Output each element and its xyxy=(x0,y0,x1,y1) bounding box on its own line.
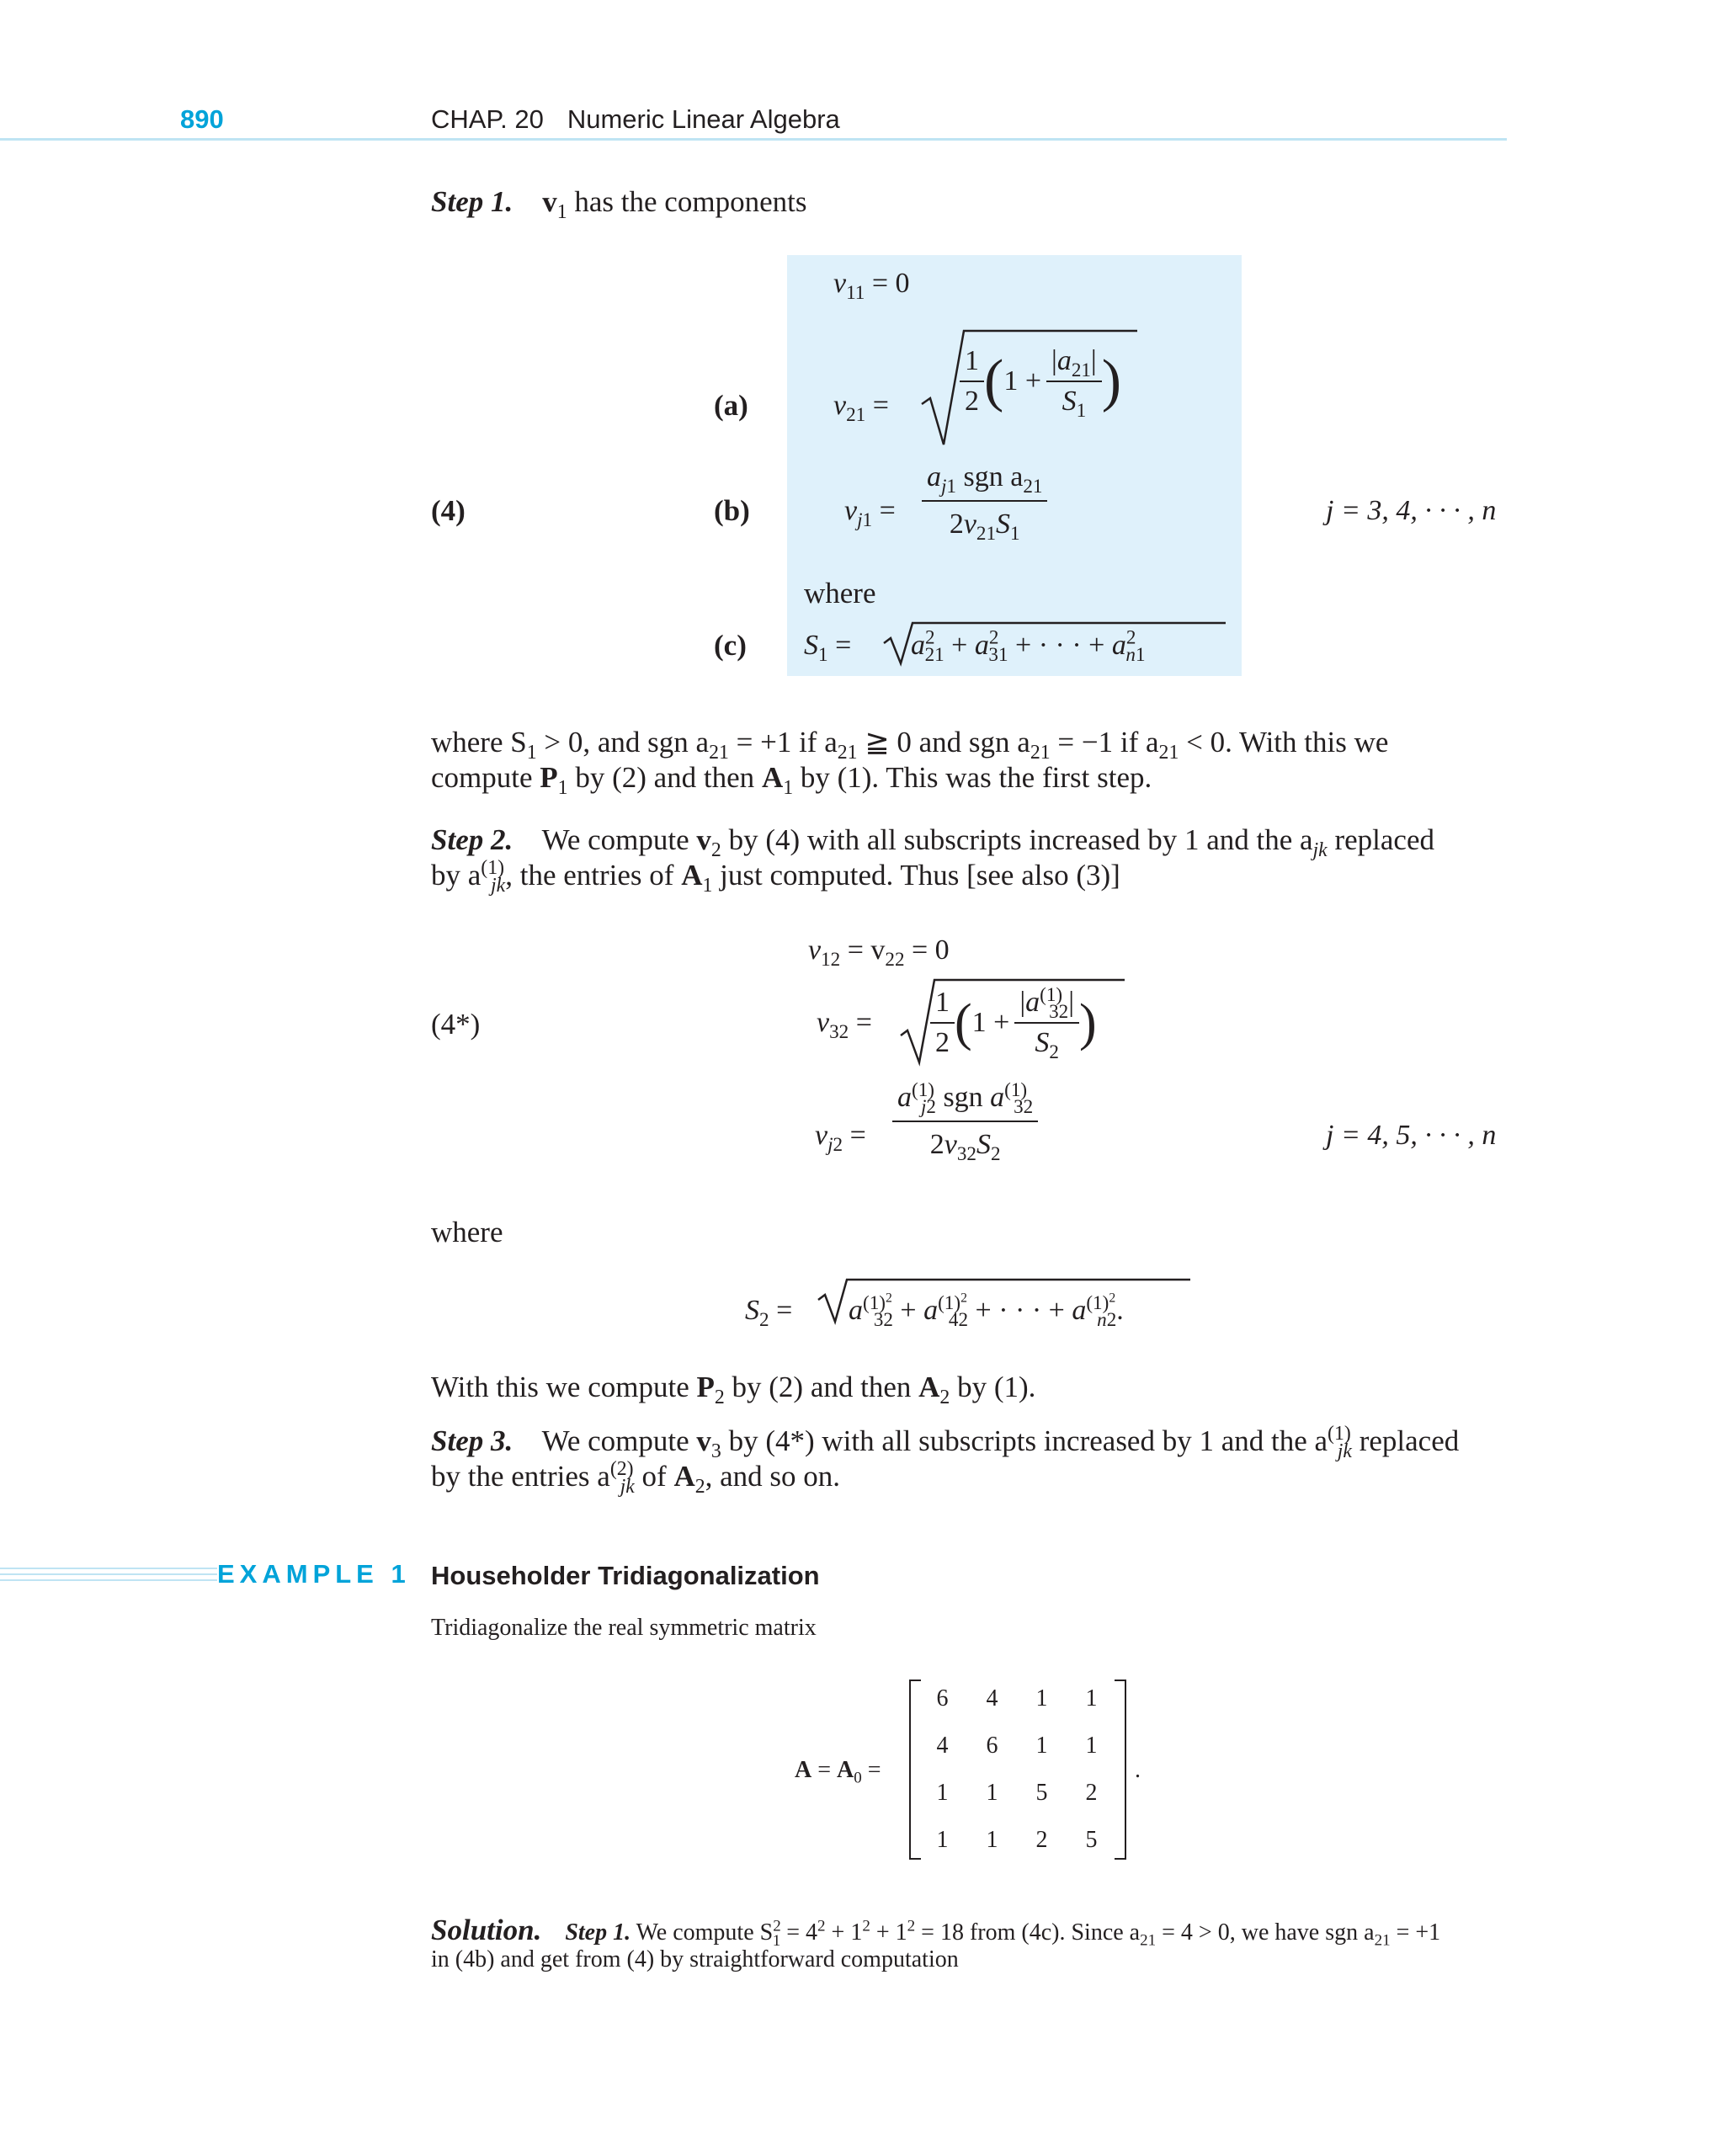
step1-paragraph xyxy=(431,184,806,221)
matrix-cell: 6 xyxy=(936,1685,949,1711)
matrix-grid xyxy=(918,1684,1116,1872)
running-head xyxy=(431,104,840,135)
solution-line2: in (4b) and get from (4) by straightforward computation xyxy=(431,1946,959,1972)
equation-v21: $v_{21}$ = xyxy=(833,390,889,426)
page-number: 890 xyxy=(180,104,224,134)
example-intro: Tridiagonalize the real symmetric matrix xyxy=(431,1615,817,1641)
equation-s1: $S_1$ = xyxy=(804,630,852,666)
solution-line1: Solution. Step 1. We compute $S^2_1 = 4^2 + 1^2 + 1^2 = 18$ from (4c). Since $a_{21} = 4 > 0$, we have sgn $a_{21} = +1$ xyxy=(431,1914,1441,1950)
matrix-bracket-right xyxy=(1115,1680,1126,1860)
matrix-cell: 1 xyxy=(986,1827,998,1853)
step3-line2: by the entries $a^{(2)}_{jk}$ of $A_2$, and so on. xyxy=(431,1458,841,1498)
part-b-label: (b) xyxy=(714,494,750,527)
paragraph-where-s1: where $S_1 > 0$, and sgn $a_{21} = +1$ if $a_{21}$ ≧ 0 and sgn $a_{21} = -1$ if $a_{21} < 0$. With this we xyxy=(431,726,1389,764)
step2-line2: by $a^{(1)}_{jk}$, the entries of $A_1$ just computed. Thus [see also (3)] xyxy=(431,857,1120,897)
matrix-end-period: . xyxy=(1135,1757,1141,1783)
step1-text: has the components xyxy=(567,185,807,218)
chapter-title: Numeric Linear Algebra xyxy=(567,104,840,134)
equation-vj1: $v_{j1}$ = xyxy=(844,495,896,531)
sqrt-content-a: $\frac{1}{2}$ ( 1 + $\frac{|a_{21}|}{S_1}$ ) xyxy=(960,345,1121,418)
paragraph-compute-p2: With this we compute $P_2$ by (2) and then $A_2$ by (1). xyxy=(431,1371,1036,1408)
matrix-cell: 1 xyxy=(1035,1685,1048,1711)
matrix-cell: 2 xyxy=(1085,1780,1098,1806)
fraction-half-2: $\frac{1}{2}$ xyxy=(930,987,955,1059)
one-plus: 1 + xyxy=(1003,365,1041,397)
sqrt-content-4star: $\frac{1}{2}$ ( 1 + $\frac{|a^{(1)}_{32}|}{S_2}$ ) xyxy=(930,987,1097,1059)
equation-v12: $v_{12} = v_{22} = 0$ xyxy=(808,934,950,971)
range-j-4: j = 4, 5, · · · , n xyxy=(1326,1120,1497,1151)
example-title: Householder Tridiagonalization xyxy=(431,1561,820,1590)
header-rule xyxy=(0,138,1507,141)
equation-s2: $S_2$ = xyxy=(745,1295,793,1331)
where-label-1: where xyxy=(804,577,876,610)
sqrt-content-s2: $a^{(1)^2}_{32} + a^{(1)^2}_{42}$ + · · · + $a^{(1)^2}_{n2}$. xyxy=(849,1290,1124,1331)
vector-v: v xyxy=(542,185,557,218)
matrix-cell: 5 xyxy=(1035,1780,1048,1806)
range-j-3: j = 3, 4, · · · , n xyxy=(1326,495,1497,526)
matrix-cell: 6 xyxy=(986,1733,998,1759)
step3-line1: Step 3. We compute $v_3$ by (4*) with all subscripts increased by 1 and the $a^{(1)}_{jk}$ replaced xyxy=(431,1423,1460,1462)
fraction-a32-s2: $\frac{|a^{(1)}_{32}|}{S_2}$ xyxy=(1014,987,1079,1059)
part-a-label: (a) xyxy=(714,389,748,422)
paragraph-compute-p1: compute $P_1$ by (2) and then $A_1$ by (1). This was the first step. xyxy=(431,761,1152,799)
step2-line1: Step 2. We compute $v_2$ by (4) with all subscripts increased by 1 and the $a_{jk}$ replaced xyxy=(431,823,1435,861)
part-c-label: (c) xyxy=(714,629,747,662)
matrix-cell: 1 xyxy=(936,1780,949,1806)
fraction-vj1: $\frac{a_{j1} sgn a_{21}}{2v_{21}S_1}$ xyxy=(922,461,1047,540)
fraction-half: $\frac{1}{2}$ xyxy=(960,345,984,418)
example-label: EXAMPLE 1 xyxy=(217,1559,416,1589)
sqrt-content-c: $a^2_{21} + a^2_{31}$ + · · · + $a^2_{n1}$ xyxy=(911,626,1146,666)
equation-v11: $v_{11} = 0$ xyxy=(833,268,910,304)
matrix-cell: 1 xyxy=(986,1780,998,1806)
matrix-cell: 2 xyxy=(1035,1827,1048,1853)
where-label-2: where xyxy=(431,1216,503,1248)
matrix-cell: 4 xyxy=(986,1685,998,1711)
equation-v32: $v_{32}$ = xyxy=(817,1007,872,1043)
matrix-cell: 1 xyxy=(1085,1685,1098,1711)
solution-label: Solution. xyxy=(431,1914,542,1946)
chapter-number: CHAP. 20 xyxy=(431,104,544,134)
matrix-cell: 1 xyxy=(1085,1733,1098,1759)
abs-bar: | xyxy=(1051,345,1057,376)
matrix-cell: 1 xyxy=(1035,1733,1048,1759)
step2-label: Step 2. xyxy=(431,823,513,856)
fraction-vj2: $\frac{a^{(1)}_{j2} sgn a^{(1)}_{32}}{2v_{32}S_2}$ xyxy=(892,1082,1038,1161)
subscript: 1 xyxy=(556,201,567,223)
step1-label: Step 1. xyxy=(431,185,513,218)
step3-label: Step 3. xyxy=(431,1424,513,1457)
equation-number-4: (4) xyxy=(431,494,466,527)
matrix-cell: 5 xyxy=(1085,1827,1098,1853)
matrix-lhs: $A = A_0$ = xyxy=(795,1757,881,1787)
solution-step-label: Step 1. xyxy=(565,1919,631,1946)
fraction-a21-s1: $\frac{|a_{21}|}{S_1}$ xyxy=(1046,345,1102,418)
matrix-cell: 1 xyxy=(936,1827,949,1853)
matrix-cell: 4 xyxy=(936,1733,949,1759)
v11-rhs: = 0 xyxy=(871,268,910,299)
equation-number-4star: (4*) xyxy=(431,1008,481,1041)
equation-vj2: $v_{j2}$ = xyxy=(815,1120,866,1156)
